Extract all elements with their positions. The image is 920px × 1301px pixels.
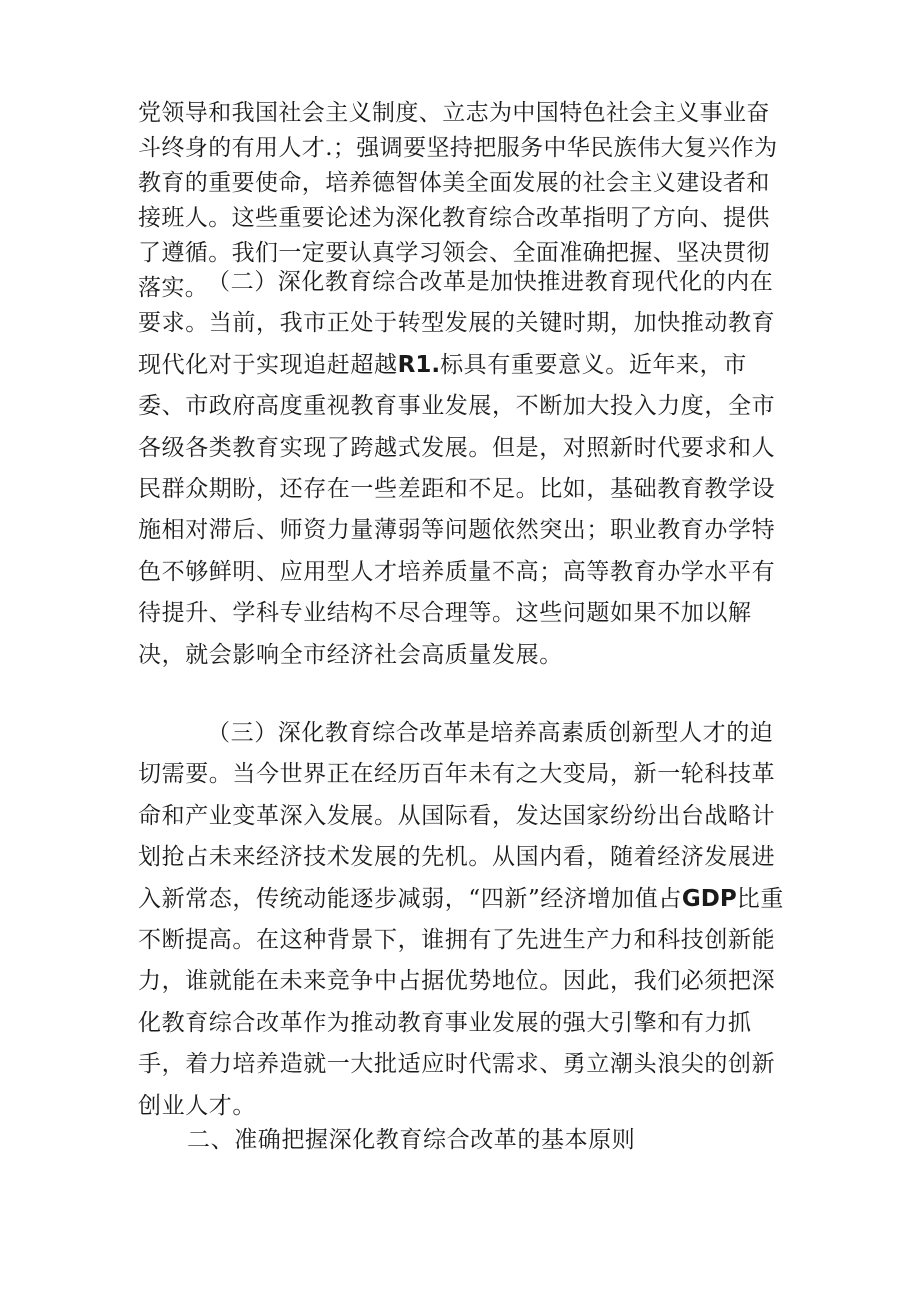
paragraph-text: 党领导和我国社会主义制度、立志为中国特色社会主义事业奋斗终身的有用人才.；强调要坚持把服务中华民族伟大复兴作为教育的重要使命，培养德智体美全面发展的社会主义建设者和接班人。这些重要论述为深化教育综合改革指明了方向、提供了遵循。我们一定要认真学习领会、全面准确把握、坚决贯彻落实。 [138,100,778,301]
paragraph-text-end: 比重不断提高。在这种背景下，谁拥有了先进生产力和科技创新能力，谁就能在未来竞争中占据优势地位。因此，我们必须把深化教育综合改革作为推动教育事业发展的强大引擎和有力抓手，着力培养造就一大批适应时代需求、勇立潮头浪尖的创新创业人才。 [138,885,784,1119]
latin-token: GDP [681,885,737,912]
paragraph-text-end: 标具有重要意义。近年来，市委、市政府高度重视教育事业发展，不断加大投入力度，全市各级各类教育实现了跨越式发展。但是，对照新时代要求和人民群众期盼，还存在一些差距和不足。比如，基础教育教学设施相对滞后、师资力量薄弱等问题依然突出；职业教育办学特色不够鲜明、应用型人才培养质量不高；高等教育办学水平有待提升、学科专业结构不尽合理等。这些问题如果不加以解决，就会影响全市经济社会高质量发展。 [138,351,776,668]
paragraph-text-start: （二）深化教育综合改革是加快推进教育现代化的内在要求。当前，我市正处于转型发展的关键时期，加快推动教育现代化对于实现追赶超越 [138,269,776,378]
latin-token: R1. [397,351,441,378]
paragraph-section-two [138,262,788,676]
section-heading: 二、准确把握深化教育综合改革的基本原则 [187,1127,636,1153]
paragraph-section-three [138,713,788,1127]
paragraph-text-start: （三）深化教育综合改革是培养高素质创新型人才的迫切需要。当今世界正在经历百年未有之大变局，新一轮科技革命和产业变革深入发展。从国际看，发达国家纷纷出台战略计划抢占未来经济技术发展的先机。从国内看，随着经济发展进入新常态，传统动能逐步减弱，“四新”经济增加值占 [138,720,776,912]
